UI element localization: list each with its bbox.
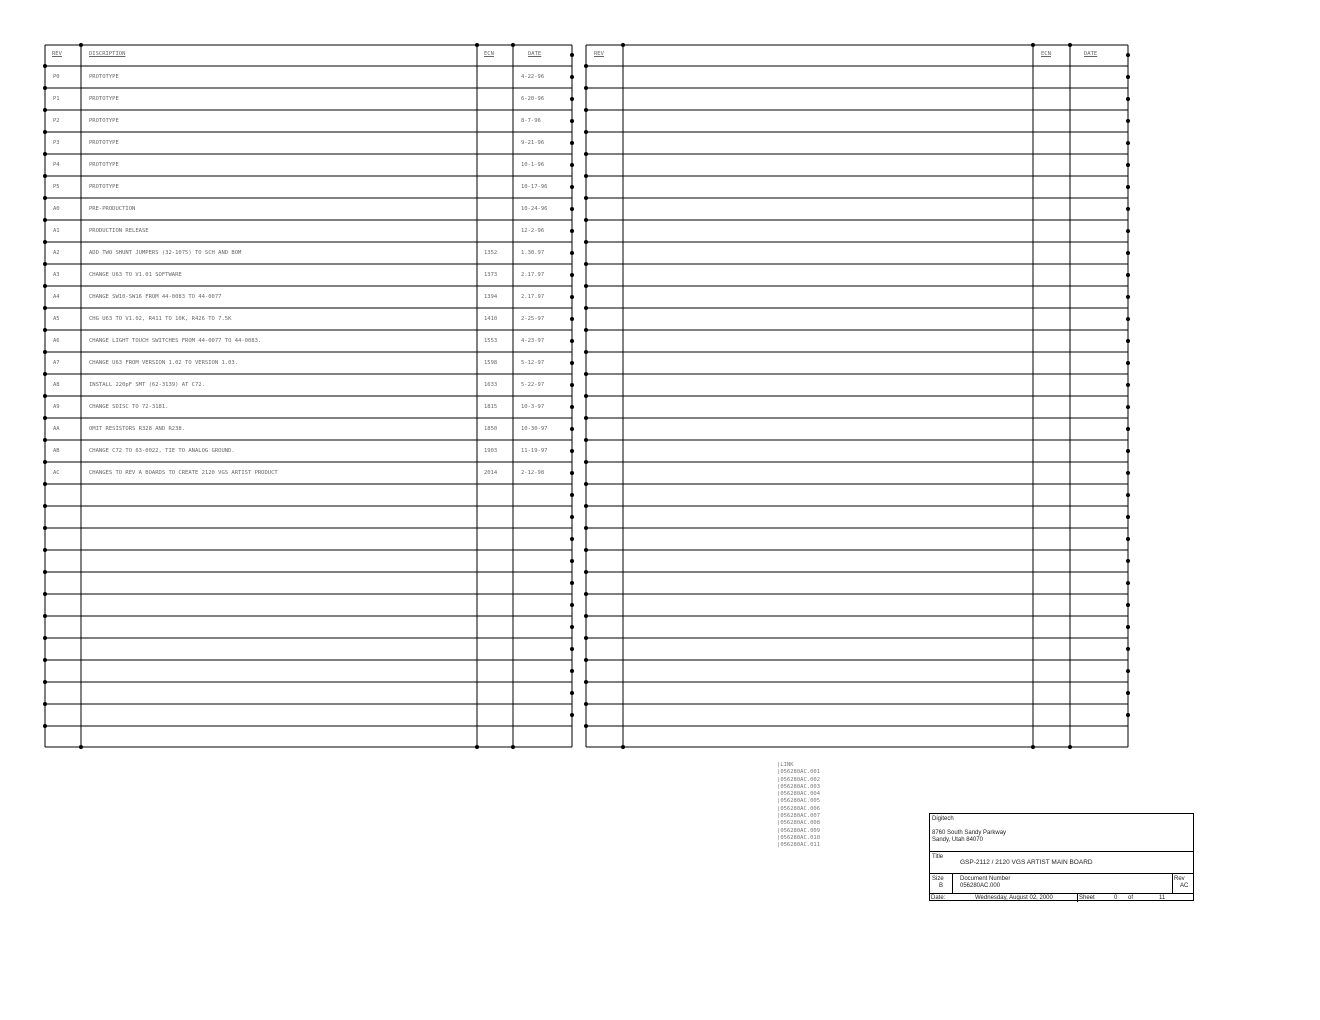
junction-dot (1126, 515, 1130, 519)
list-item: |056280AC.010 (777, 834, 821, 841)
junction-dot (584, 548, 588, 552)
junction-dot (1126, 559, 1130, 563)
list-item: |056280AC.006 (777, 805, 821, 812)
junction-dot (1126, 97, 1130, 101)
junction-dot (584, 394, 588, 398)
row-description: PROTOTYPE (89, 118, 119, 124)
list-item: |056280AC.005 (777, 798, 821, 805)
junction-dot (570, 691, 574, 695)
junction-dot (43, 460, 47, 464)
junction-dot (1126, 53, 1130, 57)
junction-dot (79, 43, 83, 47)
row-rev: A7 (53, 360, 60, 366)
right-header-rev: REV (594, 51, 604, 57)
row-description: PRE-PRODUCTION (89, 206, 136, 212)
junction-dot (1031, 745, 1035, 749)
junction-dot (570, 647, 574, 651)
junction-dot (43, 548, 47, 552)
junction-dot (43, 108, 47, 112)
junction-dot (1126, 75, 1130, 79)
junction-dot (1126, 537, 1130, 541)
row-description: ADD TWO SHUNT JUMPERS (32-1075) TO SCH AND BOM (89, 250, 242, 256)
junction-dot (43, 130, 47, 134)
list-item: |056280AC.001 (777, 769, 821, 776)
right-header-date: DATE (1084, 51, 1098, 57)
row-rev: A8 (53, 382, 60, 388)
junction-dot (584, 416, 588, 420)
left-header-description: DISCRIPTION (89, 51, 126, 57)
junction-dot (43, 64, 47, 68)
row-description: OMIT RESISTORS R328 AND R238. (89, 426, 186, 432)
junction-dot (570, 207, 574, 211)
junction-dot (584, 372, 588, 376)
row-date: 2.17.97 (521, 294, 545, 300)
junction-dot (43, 680, 47, 684)
junction-dot (1126, 493, 1130, 497)
right-header-ecn: ECN (1041, 51, 1051, 57)
junction-dot (1126, 647, 1130, 651)
junction-dot (1126, 207, 1130, 211)
junction-dot (1126, 229, 1130, 233)
junction-dot (1031, 43, 1035, 47)
junction-dot (1126, 713, 1130, 717)
row-description: PROTOTYPE (89, 184, 119, 190)
row-ecn: 1410 (484, 316, 498, 322)
row-date: 4-23-97 (521, 338, 545, 344)
row-ecn: 1903 (484, 448, 498, 454)
row-date: 9-21-96 (521, 140, 545, 146)
junction-dot (43, 152, 47, 156)
junction-dot (584, 702, 588, 706)
junction-dot (570, 185, 574, 189)
junction-dot (584, 438, 588, 442)
list-item: |056280AC.009 (777, 827, 821, 834)
junction-dot (584, 570, 588, 574)
link-header: |LINK (777, 762, 794, 768)
title-block (929, 813, 1194, 901)
list-item: |056280AC.002 (777, 776, 821, 783)
date-value: Wednesday, August 02, 2000 (975, 895, 1053, 901)
row-date: 2-25-97 (521, 316, 545, 322)
junction-dot (43, 438, 47, 442)
junction-dot (584, 328, 588, 332)
row-description: CHANGE C72 TO 63-0022, TIE TO ANALOG GROUND. (89, 448, 235, 454)
list-item: |056280AC.003 (777, 783, 821, 790)
document-section (930, 874, 1193, 894)
row-date: 12-2-96 (521, 228, 545, 234)
junction-dot (570, 559, 574, 563)
junction-dot (1126, 449, 1130, 453)
junction-dot (570, 75, 574, 79)
junction-dot (43, 218, 47, 222)
junction-dot (1068, 745, 1072, 749)
row-rev: P4 (53, 162, 60, 168)
junction-dot (1126, 141, 1130, 145)
row-date: 10-17-96 (521, 184, 548, 190)
date-label: Date: (931, 895, 946, 901)
junction-dot (570, 493, 574, 497)
junction-dot (584, 636, 588, 640)
of-label: of (1128, 895, 1134, 901)
row-date: 10-30-97 (521, 426, 548, 432)
row-description: CHG U63 TO V1.02, R411 TO 10K, R426 TO 7.5K (89, 316, 232, 322)
junction-dot (1126, 581, 1130, 585)
junction-dot (511, 43, 515, 47)
row-rev: AB (53, 448, 60, 454)
row-description: PROTOTYPE (89, 96, 119, 102)
row-description: CHANGE SW10-SW16 FROM 44-0083 TO 44-0077 (89, 294, 222, 300)
junction-dot (584, 482, 588, 486)
row-ecn: 1394 (484, 294, 498, 300)
junction-dot (43, 724, 47, 728)
row-date: 1.30.97 (521, 250, 545, 256)
junction-dot (1126, 251, 1130, 255)
rev-value: AC (1180, 883, 1189, 889)
row-rev: A6 (53, 338, 60, 344)
junction-dot (43, 240, 47, 244)
list-item: |056280AC.004 (777, 791, 821, 798)
junction-dot (1126, 361, 1130, 365)
company-address-2: Sandy, Utah 84070 (932, 837, 983, 843)
date-section (930, 894, 1193, 902)
junction-dot (475, 43, 479, 47)
row-date: 4-22-96 (521, 74, 545, 80)
junction-dot (570, 141, 574, 145)
drawing-title: GSP-2112 / 2120 VGS ARTIST MAIN BOARD (960, 859, 1093, 866)
row-description: PROTOTYPE (89, 162, 119, 168)
row-ecn: 1352 (484, 250, 498, 256)
junction-dot (570, 97, 574, 101)
row-rev: P1 (53, 96, 60, 102)
junction-dot (43, 526, 47, 530)
junction-dot (584, 526, 588, 530)
junction-dot (570, 449, 574, 453)
row-rev: P3 (53, 140, 60, 146)
junction-dot (43, 658, 47, 662)
junction-dot (584, 284, 588, 288)
junction-dot (1126, 383, 1130, 387)
row-description: PROTOTYPE (89, 74, 119, 80)
junction-dot (621, 43, 625, 47)
junction-dot (570, 581, 574, 585)
row-description: CHANGE U63 FROM VERSION 1.02 TO VERSION 1.03. (89, 360, 239, 366)
junction-dot (43, 482, 47, 486)
junction-dot (1126, 405, 1130, 409)
row-rev: A9 (53, 404, 60, 410)
junction-dot (570, 603, 574, 607)
row-date: 10-1-96 (521, 162, 545, 168)
junction-dot (584, 504, 588, 508)
company-section (930, 814, 1193, 852)
junction-dot (570, 295, 574, 299)
junction-dot (584, 724, 588, 728)
junction-dot (584, 240, 588, 244)
junction-dot (43, 86, 47, 90)
junction-dot (570, 537, 574, 541)
row-date: 6-20-96 (521, 96, 545, 102)
junction-dot (1126, 471, 1130, 475)
junction-dot (584, 218, 588, 222)
junction-dot (584, 152, 588, 156)
sheet-number: 0 (1114, 895, 1118, 901)
row-rev: A2 (53, 250, 60, 256)
junction-dot (584, 592, 588, 596)
junction-dot (584, 64, 588, 68)
junction-dot (43, 350, 47, 354)
junction-dot (584, 262, 588, 266)
list-item: |056280AC.008 (777, 820, 821, 827)
row-rev: A4 (53, 294, 60, 300)
junction-dot (1126, 119, 1130, 123)
row-date: 2.17.97 (521, 272, 545, 278)
list-item: |056280AC.011 (777, 842, 821, 849)
rev-label: Rev (1174, 876, 1185, 882)
junction-dot (584, 614, 588, 618)
junction-dot (43, 394, 47, 398)
junction-dot (43, 306, 47, 310)
row-ecn: 1598 (484, 360, 498, 366)
junction-dot (43, 372, 47, 376)
size-label: Size (932, 876, 944, 882)
junction-dot (584, 130, 588, 134)
row-rev: A1 (53, 228, 60, 234)
junction-dot (570, 273, 574, 277)
junction-dot (570, 119, 574, 123)
junction-dot (1126, 625, 1130, 629)
row-ecn: 1633 (484, 382, 498, 388)
row-rev: P2 (53, 118, 60, 124)
junction-dot (43, 702, 47, 706)
junction-dot (570, 405, 574, 409)
junction-dot (584, 658, 588, 662)
company-address-1: 8760 South Sandy Parkway (932, 830, 1007, 836)
junction-dot (570, 713, 574, 717)
junction-dot (584, 108, 588, 112)
junction-dot (570, 317, 574, 321)
junction-dot (570, 163, 574, 167)
row-rev: AC (53, 470, 60, 476)
junction-dot (570, 229, 574, 233)
row-description: PROTOTYPE (89, 140, 119, 146)
junction-dot (475, 745, 479, 749)
row-description: CHANGE LIGHT TOUCH SWITCHES FROM 44-0077 TO 44-0083. (89, 338, 262, 344)
junction-dot (570, 515, 574, 519)
junction-dot (511, 745, 515, 749)
sheet-label: Sheet (1079, 895, 1095, 901)
junction-dot (1126, 339, 1130, 343)
junction-dot (43, 174, 47, 178)
row-date: 11-19-97 (521, 448, 548, 454)
junction-dot (570, 383, 574, 387)
junction-dot (570, 427, 574, 431)
junction-dot (43, 504, 47, 508)
junction-dot (584, 174, 588, 178)
junction-dot (570, 251, 574, 255)
junction-dot (570, 471, 574, 475)
junction-dot (43, 592, 47, 596)
title-section (930, 852, 1193, 874)
row-date: 10-24-96 (521, 206, 548, 212)
junction-dot (43, 614, 47, 618)
junction-dot (584, 196, 588, 200)
row-rev: A3 (53, 272, 60, 278)
document-number: 056280AC.000 (960, 883, 1001, 889)
junction-dot (1126, 317, 1130, 321)
row-date: 2-12-98 (521, 470, 545, 476)
list-item: |056280AC.007 (777, 813, 821, 820)
row-ecn: 1553 (484, 338, 498, 344)
row-date: 5-12-97 (521, 360, 545, 366)
row-description: PRODUCTION RELEASE (89, 228, 149, 234)
size-value: B (939, 883, 944, 889)
left-header-date: DATE (528, 51, 542, 57)
junction-dot (584, 86, 588, 90)
junction-dot (43, 284, 47, 288)
row-date: 8-7-96 (521, 118, 541, 124)
junction-dot (43, 328, 47, 332)
junction-dot (1126, 427, 1130, 431)
row-description: CHANGES TO REV A BOARDS TO CREATE 2120 VGS ARTIST PRODUCT (89, 470, 278, 476)
row-ecn: 1373 (484, 272, 498, 278)
junction-dot (1126, 669, 1130, 673)
row-ecn: 1815 (484, 404, 498, 410)
junction-dot (43, 570, 47, 574)
junction-dot (1126, 163, 1130, 167)
junction-dot (1126, 185, 1130, 189)
junction-dot (570, 361, 574, 365)
junction-dot (1126, 691, 1130, 695)
title-label: Title (932, 854, 944, 860)
row-description: CHANGE U63 TO V1.01 SOFTWARE (89, 272, 182, 278)
row-rev: A5 (53, 316, 60, 322)
junction-dot (570, 339, 574, 343)
left-header-ecn: ECN (484, 51, 494, 57)
junction-dot (584, 306, 588, 310)
row-ecn: 1850 (484, 426, 498, 432)
row-description: CHANGE SDISC TO 72-3181. (89, 404, 169, 410)
junction-dot (43, 196, 47, 200)
junction-dot (570, 669, 574, 673)
link-list (777, 762, 820, 850)
junction-dot (1068, 43, 1072, 47)
row-rev: A0 (53, 206, 60, 212)
junction-dot (584, 680, 588, 684)
junction-dot (570, 53, 574, 57)
junction-dot (43, 636, 47, 640)
row-rev: P5 (53, 184, 60, 190)
row-rev: P0 (53, 74, 60, 80)
junction-dot (570, 625, 574, 629)
row-description: INSTALL 220pF SMT (62-3139) AT C72. (89, 382, 205, 388)
junction-dot (43, 416, 47, 420)
document-number-label: Document Number (960, 876, 1011, 882)
junction-dot (43, 262, 47, 266)
junction-dot (1126, 273, 1130, 277)
row-date: 10-3-97 (521, 404, 545, 410)
sheet-total: 11 (1159, 895, 1166, 901)
row-ecn: 2014 (484, 470, 498, 476)
junction-dot (584, 460, 588, 464)
row-date: 5-22-97 (521, 382, 545, 388)
junction-dot (1126, 295, 1130, 299)
company-name: Digitech (932, 816, 954, 822)
junction-dot (79, 745, 83, 749)
junction-dot (621, 745, 625, 749)
junction-dot (584, 350, 588, 354)
row-rev: AA (53, 426, 60, 432)
junction-dot (1126, 603, 1130, 607)
left-header-rev: REV (52, 51, 62, 57)
